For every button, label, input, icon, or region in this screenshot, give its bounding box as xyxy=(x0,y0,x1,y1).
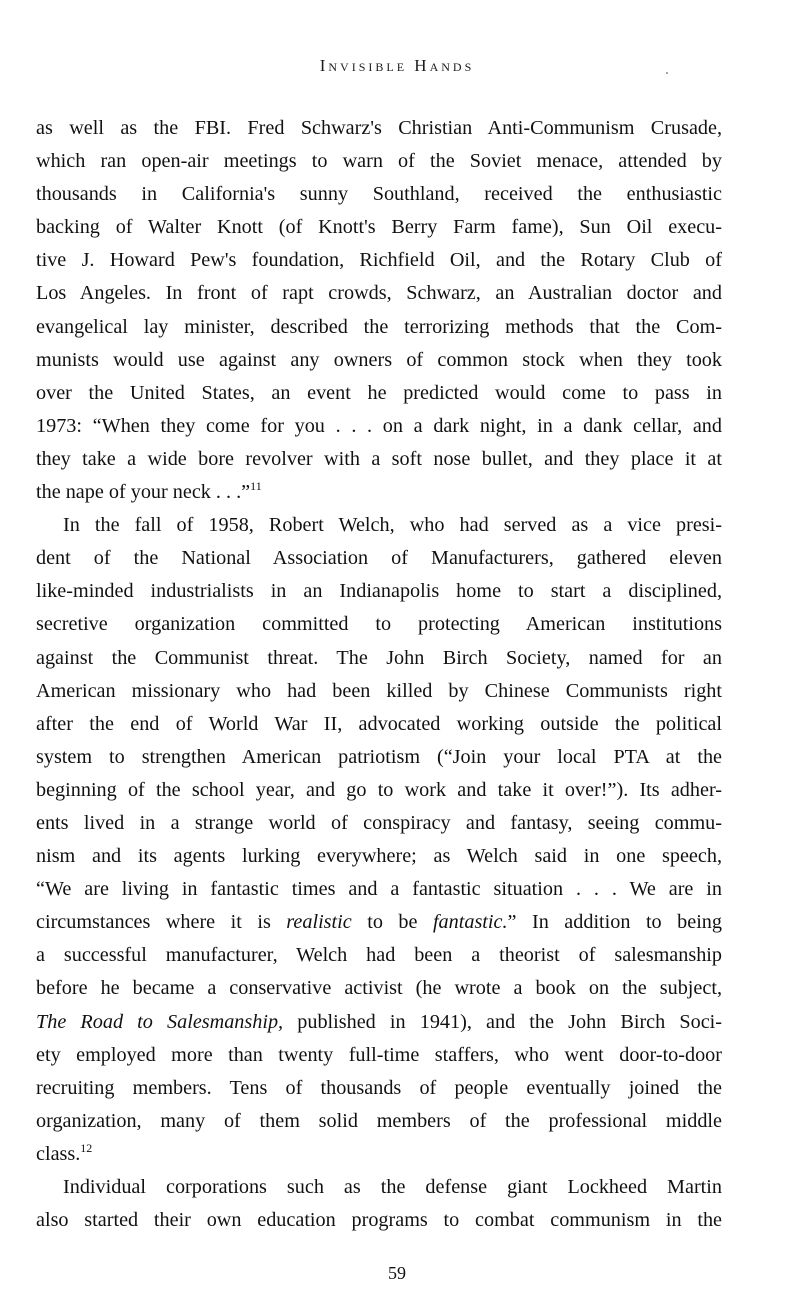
text-line: system to strengthen American patriotism (“Join your local PTA at the xyxy=(36,745,722,768)
page-number: 59 xyxy=(388,1263,406,1283)
text-line: as well as the FBI. Fred Schwarz's Christian Anti-Communism Crusade, xyxy=(36,117,722,139)
text-line: before he became a conservative activist (he wrote a book on the subject, xyxy=(36,977,722,1000)
footnote-ref: 12 xyxy=(80,1140,93,1155)
text-line: “We are living in fantastic times and a fantastic situation . . . We are in xyxy=(36,878,722,901)
text-line: against the Communist threat. The John Birch Society, named for an xyxy=(36,646,722,669)
running-head: Invisible Hands xyxy=(319,56,475,75)
text-line: The Road to Salesmanship, published in 1941), and the John Birch Soci- xyxy=(36,1010,722,1033)
italic-word: fantastic. xyxy=(432,911,508,934)
body-text xyxy=(36,112,722,1237)
text-line: In the fall of 1958, Robert Welch, who had served as a vice presi- xyxy=(63,514,722,537)
text-line: after the end of World War II, advocated working outside the political xyxy=(36,712,722,735)
text-line: organization, many of them solid members of the professional middle xyxy=(36,1109,722,1132)
text-line: backing of Walter Knott (of Knott's Berry Farm fame), Sun Oil execu- xyxy=(36,216,722,239)
text-line: they take a wide bore revolver with a soft nose bullet, and they place it at xyxy=(36,447,722,470)
book-title: The Road to Salesmanship, xyxy=(36,1010,284,1033)
text-line: circumstances where it is realistic to be fantastic.” In addition to being xyxy=(36,911,722,934)
text-line: a successful manufacturer, Welch had been a theorist of salesmanship xyxy=(36,944,722,967)
text-line: Individual corporations such as the defense giant Lockheed Martin xyxy=(63,1176,722,1198)
italic-word: realistic xyxy=(286,911,352,934)
text-line: beginning of the school year, and go to work and take it over!”). Its adher- xyxy=(36,778,722,801)
text-line: evangelical lay minister, described the terrorizing methods that the Com- xyxy=(36,315,722,338)
scan-speck xyxy=(666,72,668,74)
text-line: ety employed more than twenty full-time staffers, who went door-to-door xyxy=(36,1043,722,1066)
text-line: class.$^{12}$ xyxy=(36,1140,93,1165)
text-line: American missionary who had been killed by Chinese Communists right xyxy=(36,679,722,702)
text-line: nism and its agents lurking everywhere; as Welch said in one speech, xyxy=(36,845,722,868)
text-line: like-minded industrialists in an Indianapolis home to start a disciplined, xyxy=(36,580,722,603)
text-line: recruiting members. Tens of thousands of people eventually joined the xyxy=(36,1076,722,1099)
text-line: dent of the National Association of Manufacturers, gathered eleven xyxy=(36,547,722,570)
text-line: Los Angeles. In front of rapt crowds, Schwarz, an Australian doctor and xyxy=(36,282,722,305)
text-line: ents lived in a strange world of conspiracy and fantasy, seeing commu- xyxy=(36,811,722,834)
text-line: the nape of your neck . . .”$^{11}$ xyxy=(36,479,262,504)
text-line: 1973: “When they come for you . . . on a dark night, in a dank cellar, and xyxy=(36,414,722,437)
text-line: tive J. Howard Pew's foundation, Richfield Oil, and the Rotary Club of xyxy=(36,249,722,272)
text-line: munists would use against any owners of common stock when they took xyxy=(36,348,722,371)
text-line: over the United States, an event he predicted would come to pass in xyxy=(36,381,722,404)
footnote-ref: 11 xyxy=(250,479,262,494)
text-line: also started their own education programs to combat communism in the xyxy=(36,1209,722,1232)
text-line: which ran open-air meetings to warn of the Soviet menace, attended by xyxy=(36,150,722,173)
text-line: secretive organization committed to protecting American institutions xyxy=(36,613,722,636)
text-line: thousands in California's sunny Southland, received the enthusiastic xyxy=(36,183,722,206)
